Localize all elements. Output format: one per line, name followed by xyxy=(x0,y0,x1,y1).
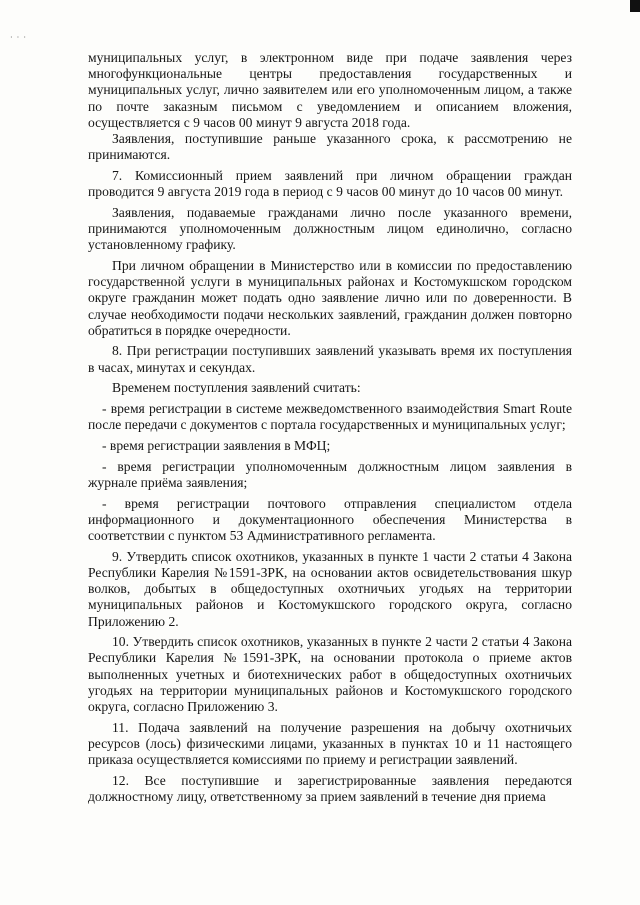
corner-mark xyxy=(630,0,640,12)
paragraph: При личном обращении в Министерство или в комиссии по предоставлению государственной услуги в муниципальных районах и Костомукшском городском округе гражданин может подать одно заявление лично или по доверенности. В случае необходимости подачи нескольких заявлений, гражданин должен повторно обратиться в порядке очередности. xyxy=(88,257,572,338)
paragraph-continuation: муниципальных услуг, в электронном виде при подаче заявления через многофункциональные центры предоставления государственных и муниципальных услуг, лично заявителем или его уполномоченным лицом, а также по почте заказным письмом с уведомлением и описанием вложения, осуществляется с 9 часов 00 минут 9 августа 2018 года. xyxy=(88,50,572,130)
scan-mark: · · · xyxy=(10,33,27,42)
document-body xyxy=(88,50,572,810)
list-item: - время регистрации в системе межведомственного взаимодействия Smart Route после передачи с документов с портала государственных и муниципальных услуг; xyxy=(88,401,572,433)
list-item: - время регистрации заявления в МФЦ; xyxy=(102,437,331,453)
list-item: - время регистрации почтового отправления специалистом отдела информационного и документационного обеспечения Министерства в соответствии с пунктом 53 Административного регламента. xyxy=(88,495,572,543)
list-item: - время регистрации уполномоченным должностным лицом заявления в журнале приёма заявления; xyxy=(88,458,572,490)
paragraph-item-9: 9. Утвердить список охотников, указанных в пункте 1 части 2 статьи 4 Закона Республики Карелия №1591-ЗРК, на основании актов освидетельствования шкур волков, добытых в общедоступных охотничьих угодьях на территории муниципальных районов и Костомукшского городского округа, согласно Приложению 2. xyxy=(88,548,572,629)
paragraph-item-12: 12. Все поступившие и зарегистрированные заявления передаются должностному лицу, ответственному за прием заявлений в течение дня приема xyxy=(88,772,572,805)
paragraph-item-8: 8. При регистрации поступивших заявлений указывать время их поступления в часах, минутах и секундах. xyxy=(88,343,572,375)
paragraph: Заявления, подаваемые гражданами лично после указанного времени, принимаются уполномоченным должностным лицом единолично, согласно установленному графику. xyxy=(88,204,572,253)
paragraph-item-10: 10. Утвердить список охотников, указанных в пункте 2 части 2 статьи 4 Закона Республики Карелия №1591-ЗРК, на основании протокола о приеме актов выполненных учетных и биотехнических работ в общедоступных охотничьих угодьях на территории муниципальных районов и Костомукшского городского округа, согласно Приложению 3. xyxy=(88,634,572,715)
paragraph-item-7: 7. Комиссионный прием заявлений при личном обращении граждан проводится 9 августа 2019 года в период с 9 часов 00 минут до 10 часов 00 минут. xyxy=(88,167,572,200)
paragraph-item-11: 11. Подача заявлений на получение разрешения на добычу охотничьих ресурсов (лось) физическими лицами, указанных в пунктах 10 и 11 настоящего приказа осуществляется комиссиями по приему и регистрации заявлений. xyxy=(88,719,572,768)
paragraph: Заявления, поступившие раньше указанного срока, к рассмотрению не принимаются. xyxy=(88,131,572,163)
paragraph: Временем поступления заявлений считать: xyxy=(112,380,361,396)
